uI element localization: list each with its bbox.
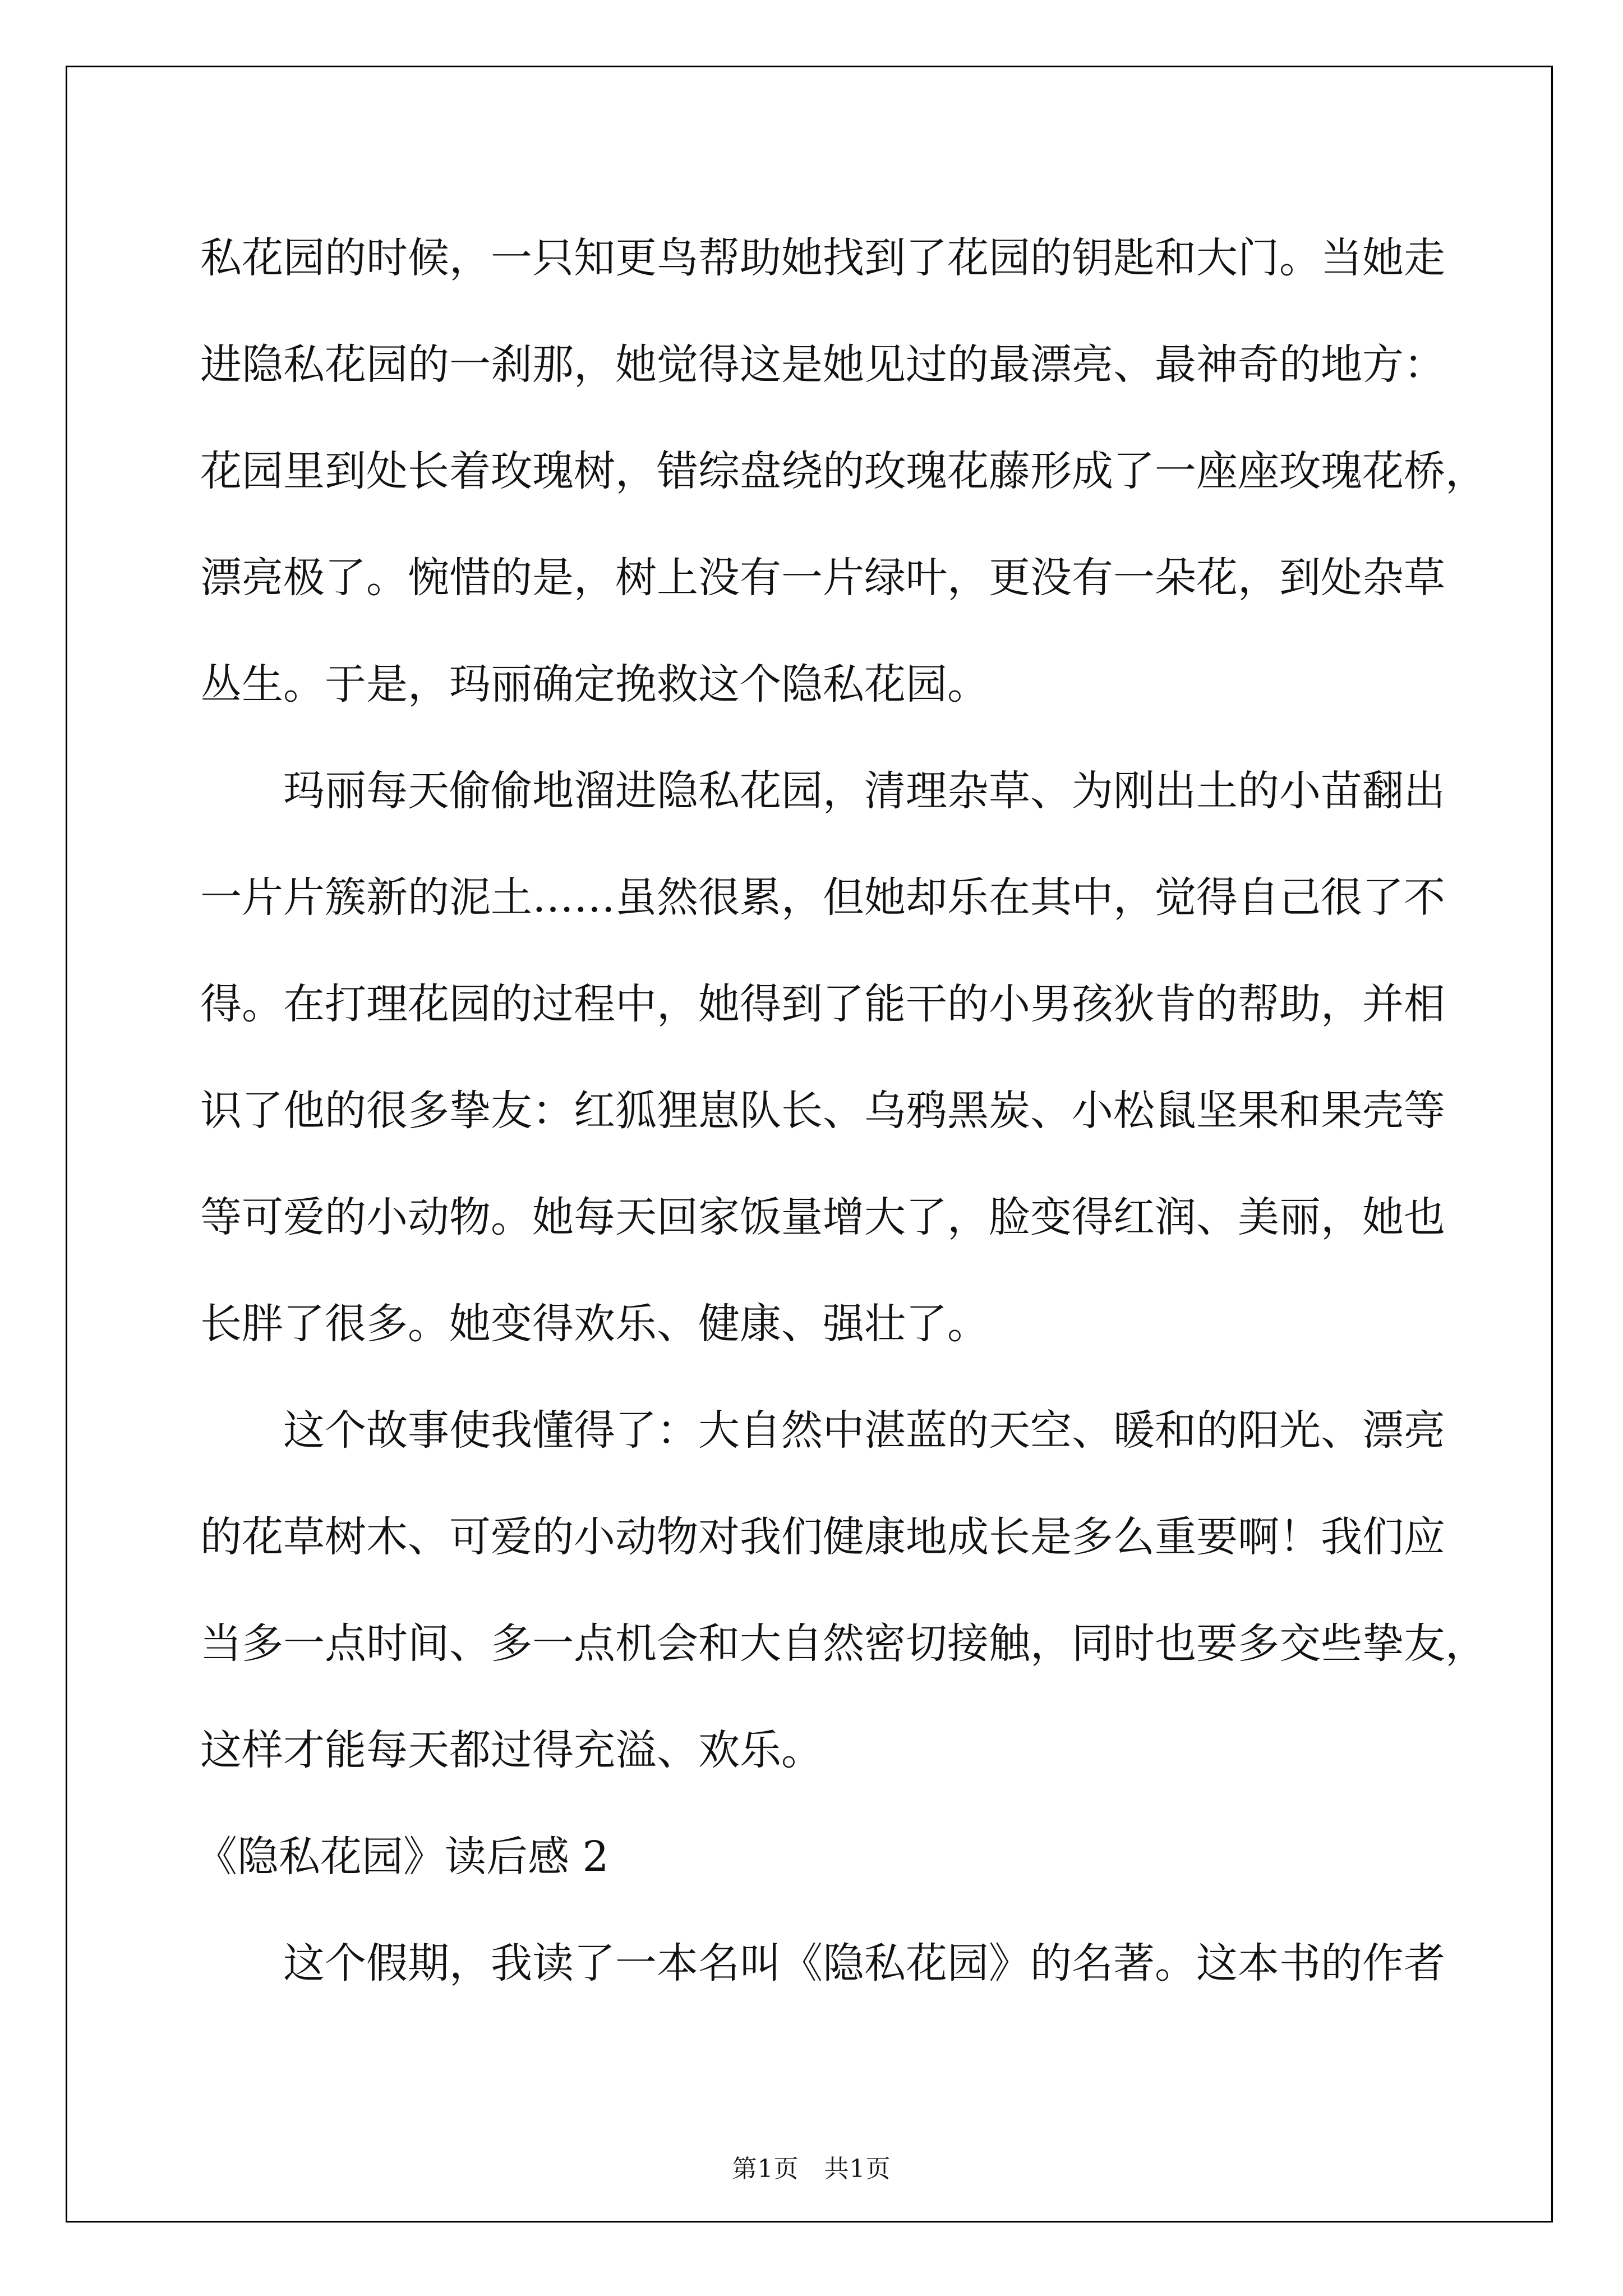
text-line: 得。在打理花园的过程中，她得到了能干的小男孩狄肯的帮助，并相 xyxy=(200,980,1445,1028)
document-body xyxy=(196,205,1487,2017)
section-heading xyxy=(196,1803,1468,1910)
text-line: 这样才能每天都过得充溢、欢乐。 xyxy=(200,1726,823,1774)
text-line: 的花草树木、可爱的小动物对我们健康地成长是多么重要啊！我们应 xyxy=(200,1513,1445,1561)
text-line: 私花园的时候，一只知更鸟帮助她找到了花园的钥匙和大门。当她走 xyxy=(200,234,1445,282)
text-line: 玛丽每天偷偷地溜进隐私花园，清理杂草、为刚出土的小苗翻出 xyxy=(283,767,1445,815)
text-line: 一片片簇新的泥土……虽然很累，但她却乐在其中，觉得自己很了不 xyxy=(200,873,1445,922)
text-line: 长胖了很多。她变得欢乐、健康、强壮了。 xyxy=(200,1300,989,1348)
text-line: 丛生。于是，玛丽确定挽救这个隐私花园。 xyxy=(200,660,989,708)
text-line: 这个故事使我懂得了：大自然中湛蓝的天空、暖和的阳光、漂亮 xyxy=(283,1406,1445,1455)
page-footer: 第1页 共1页 xyxy=(732,2155,891,2183)
text-line: 漂亮极了。惋惜的是，树上没有一片绿叶，更没有一朵花，到处杂草 xyxy=(200,554,1445,602)
text-line: 当多一点时间、多一点机会和大自然密切接触，同时也要多交些挚友， xyxy=(200,1619,1487,1668)
text-line: 进隐私花园的一刹那，她觉得这是她见过的最漂亮、最神奇的地方： xyxy=(200,341,1445,389)
text-line: 等可爱的小动物。她每天回家饭量增大了，脸变得红润、美丽，她也 xyxy=(200,1193,1445,1241)
paragraph-1 xyxy=(200,205,1487,738)
text-line: 花园里到处长着玫瑰树，错综盘绕的玫瑰花藤形成了一座座玫瑰花桥， xyxy=(200,447,1487,495)
paragraph-3 xyxy=(200,1377,1487,1803)
text-line: 识了他的很多挚友：红狐狸崽队长、乌鸦黑炭、小松鼠坚果和果壳等 xyxy=(200,1087,1445,1135)
paragraph-4 xyxy=(200,1910,1468,2017)
text-line: 这个假期，我读了一本名叫《隐私花园》的名著。这本书的作者 xyxy=(283,1939,1445,1987)
section-heading-text: 《隐私花园》读后感 2 xyxy=(196,1833,609,1881)
paragraph-2 xyxy=(200,738,1468,1377)
